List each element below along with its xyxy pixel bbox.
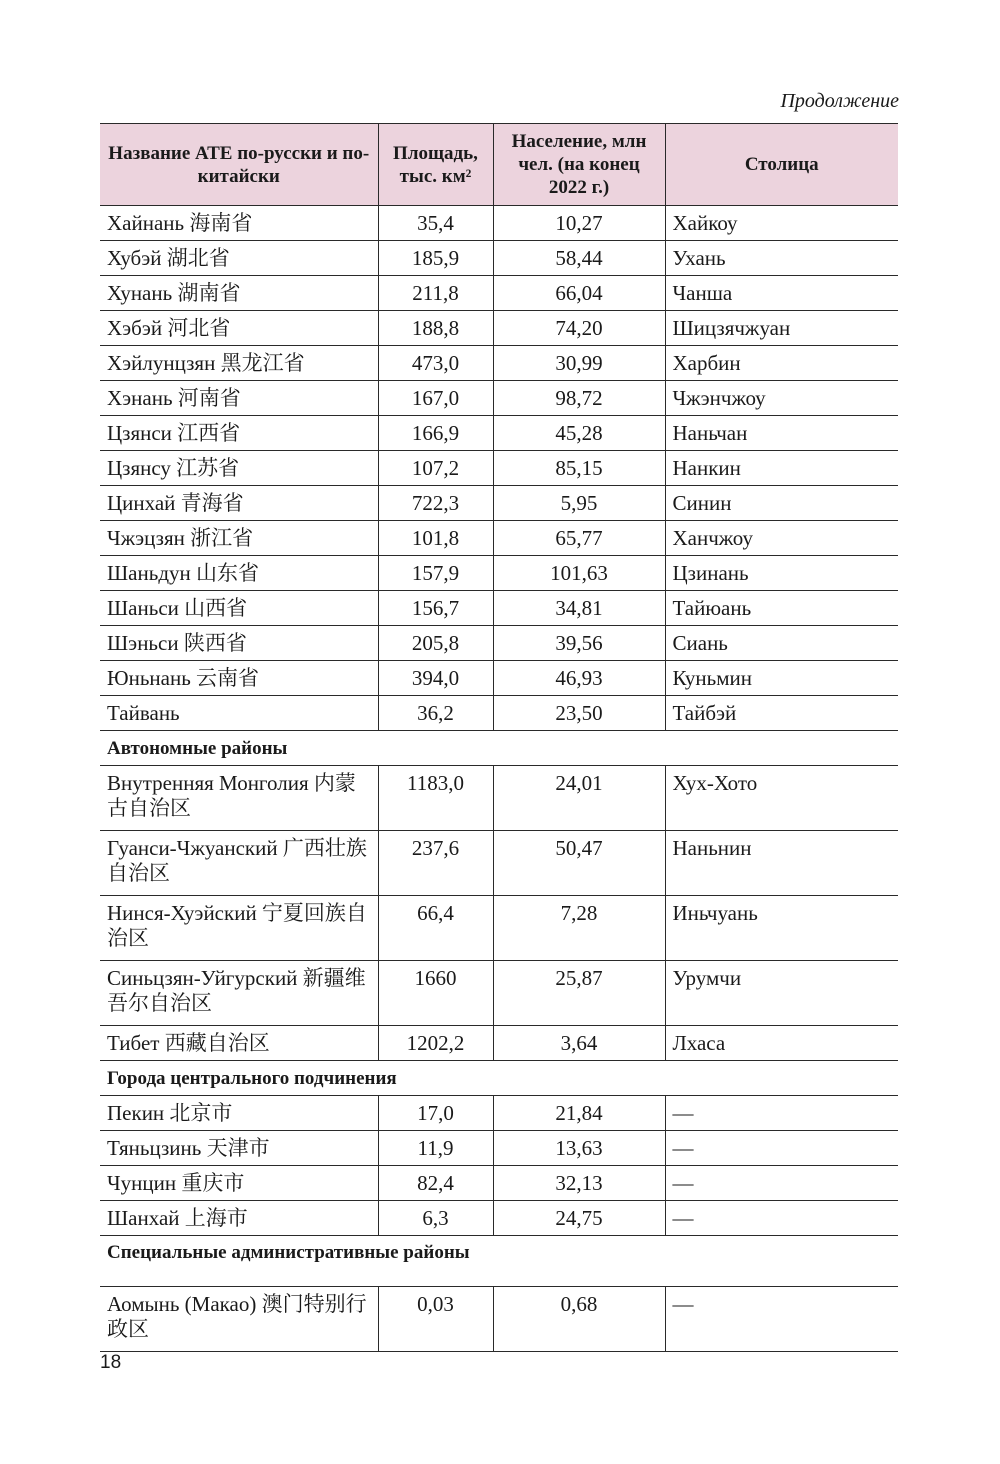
table-row	[100, 241, 898, 276]
capital-cell: Цзинань	[665, 556, 898, 591]
population-cell: 45,28	[493, 416, 665, 451]
population-cell: 24,01	[493, 766, 665, 831]
capital-cell: Ухань	[665, 241, 898, 276]
section-row	[100, 731, 898, 766]
population-cell: 34,81	[493, 591, 665, 626]
capital-cell: —	[665, 1287, 898, 1352]
area-cell: 394,0	[378, 661, 493, 696]
capital-cell: Наньнин	[665, 831, 898, 896]
area-cell: 36,2	[378, 696, 493, 731]
region-name-cell: Аомынь (Макао) 澳门特别行政区	[100, 1287, 378, 1352]
table-row	[100, 1026, 898, 1061]
section-row	[100, 1061, 898, 1096]
population-cell: 24,75	[493, 1201, 665, 1236]
capital-cell: —	[665, 1166, 898, 1201]
table-row	[100, 626, 898, 661]
capital-cell: Чжэнчжоу	[665, 381, 898, 416]
region-name-cell: Шэньси 陕西省	[100, 626, 378, 661]
table-row	[100, 416, 898, 451]
header-name: Название АТЕ по-русски и по-китайски	[100, 124, 378, 206]
area-cell: 156,7	[378, 591, 493, 626]
area-cell: 722,3	[378, 486, 493, 521]
region-name-cell: Хунань 湖南省	[100, 276, 378, 311]
area-cell: 0,03	[378, 1287, 493, 1352]
population-cell: 25,87	[493, 961, 665, 1026]
population-cell: 50,47	[493, 831, 665, 896]
region-name-cell: Чжэцзян 浙江省	[100, 521, 378, 556]
area-cell: 107,2	[378, 451, 493, 486]
table-row	[100, 556, 898, 591]
table-row	[100, 896, 898, 961]
population-cell: 13,63	[493, 1131, 665, 1166]
area-cell: 1660	[378, 961, 493, 1026]
table-row	[100, 1166, 898, 1201]
area-cell: 35,4	[378, 206, 493, 241]
capital-cell: Тайбэй	[665, 696, 898, 731]
table-row	[100, 206, 898, 241]
area-cell: 205,8	[378, 626, 493, 661]
area-cell: 211,8	[378, 276, 493, 311]
capital-cell: Сиань	[665, 626, 898, 661]
region-name-cell: Внутренняя Монголия 内蒙古自治区	[100, 766, 378, 831]
table-row	[100, 661, 898, 696]
table-row	[100, 1131, 898, 1166]
capital-cell: Наньчан	[665, 416, 898, 451]
area-cell: 185,9	[378, 241, 493, 276]
table-row	[100, 311, 898, 346]
population-cell: 98,72	[493, 381, 665, 416]
table-body	[100, 206, 898, 1352]
region-name-cell: Хэбэй 河北省	[100, 311, 378, 346]
population-cell: 32,13	[493, 1166, 665, 1201]
population-cell: 5,95	[493, 486, 665, 521]
capital-cell: Хух-Хото	[665, 766, 898, 831]
area-cell: 157,9	[378, 556, 493, 591]
table-row	[100, 276, 898, 311]
region-name-cell: Цинхай 青海省	[100, 486, 378, 521]
region-name-cell: Цзянси 江西省	[100, 416, 378, 451]
population-cell: 65,77	[493, 521, 665, 556]
population-cell: 58,44	[493, 241, 665, 276]
region-name-cell: Гуанси-Чжуанский 广西壮族自治区	[100, 831, 378, 896]
area-cell: 473,0	[378, 346, 493, 381]
population-cell: 7,28	[493, 896, 665, 961]
region-name-cell: Юньнань 云南省	[100, 661, 378, 696]
table-row	[100, 961, 898, 1026]
population-cell: 101,63	[493, 556, 665, 591]
capital-cell: Харбин	[665, 346, 898, 381]
area-cell: 6,3	[378, 1201, 493, 1236]
capital-cell: Лхаса	[665, 1026, 898, 1061]
table-row	[100, 521, 898, 556]
capital-cell: Иньчуань	[665, 896, 898, 961]
area-cell: 101,8	[378, 521, 493, 556]
capital-cell: Тайюань	[665, 591, 898, 626]
population-cell: 21,84	[493, 1096, 665, 1131]
population-cell: 23,50	[493, 696, 665, 731]
region-name-cell: Хайнань 海南省	[100, 206, 378, 241]
region-name-cell: Тяньцзинь 天津市	[100, 1131, 378, 1166]
population-cell: 0,68	[493, 1287, 665, 1352]
area-cell: 17,0	[378, 1096, 493, 1131]
capital-cell: Ханчжоу	[665, 521, 898, 556]
table-row	[100, 766, 898, 831]
page-number: 18	[100, 1352, 122, 1373]
ate-table	[100, 123, 898, 1352]
region-name-cell: Шаньдун 山东省	[100, 556, 378, 591]
capital-cell: Хайкоу	[665, 206, 898, 241]
region-name-cell: Хэнань 河南省	[100, 381, 378, 416]
population-cell: 3,64	[493, 1026, 665, 1061]
table-row	[100, 381, 898, 416]
area-cell: 1183,0	[378, 766, 493, 831]
table-row	[100, 1287, 898, 1352]
capital-cell: —	[665, 1131, 898, 1166]
capital-cell: Урумчи	[665, 961, 898, 1026]
capital-cell: Синин	[665, 486, 898, 521]
table-row	[100, 1201, 898, 1236]
area-cell: 166,9	[378, 416, 493, 451]
region-name-cell: Нинся-Хуэйский 宁夏回族自治区	[100, 896, 378, 961]
region-name-cell: Хэйлунцзян 黑龙江省	[100, 346, 378, 381]
header-area: Площадь, тыс. км²	[378, 124, 493, 206]
capital-cell: Чанша	[665, 276, 898, 311]
area-cell: 188,8	[378, 311, 493, 346]
section-row	[100, 1236, 898, 1287]
section-title: Города центрального подчинения	[100, 1061, 898, 1096]
area-cell: 167,0	[378, 381, 493, 416]
table-row	[100, 1096, 898, 1131]
continuation-label: Продолжение	[780, 90, 899, 112]
population-cell: 74,20	[493, 311, 665, 346]
table-row	[100, 696, 898, 731]
region-name-cell: Хубэй 湖北省	[100, 241, 378, 276]
table-row	[100, 486, 898, 521]
region-name-cell: Чунцин 重庆市	[100, 1166, 378, 1201]
section-title: Специальные административные районы	[100, 1236, 898, 1287]
capital-cell: Шицзячжуан	[665, 311, 898, 346]
population-cell: 30,99	[493, 346, 665, 381]
capital-cell: —	[665, 1096, 898, 1131]
capital-cell: Нанкин	[665, 451, 898, 486]
area-cell: 82,4	[378, 1166, 493, 1201]
region-name-cell: Шанхай 上海市	[100, 1201, 378, 1236]
region-name-cell: Пекин 北京市	[100, 1096, 378, 1131]
table-row	[100, 831, 898, 896]
region-name-cell: Синьцзян-Уйгурский 新疆维吾尔自治区	[100, 961, 378, 1026]
table-row	[100, 591, 898, 626]
region-name-cell: Шаньси 山西省	[100, 591, 378, 626]
header-capital: Столица	[665, 124, 898, 206]
area-cell: 1202,2	[378, 1026, 493, 1061]
region-name-cell: Тибет 西藏自治区	[100, 1026, 378, 1061]
area-cell: 66,4	[378, 896, 493, 961]
population-cell: 10,27	[493, 206, 665, 241]
table-row	[100, 451, 898, 486]
region-name-cell: Тайвань	[100, 696, 378, 731]
region-name-cell: Цзянсу 江苏省	[100, 451, 378, 486]
population-cell: 39,56	[493, 626, 665, 661]
section-title: Автономные районы	[100, 731, 898, 766]
population-cell: 46,93	[493, 661, 665, 696]
area-cell: 237,6	[378, 831, 493, 896]
population-cell: 85,15	[493, 451, 665, 486]
table-header-row	[100, 124, 898, 206]
header-population: Население, млн чел. (на конец 2022 г.)	[493, 124, 665, 206]
area-cell: 11,9	[378, 1131, 493, 1166]
population-cell: 66,04	[493, 276, 665, 311]
table-row	[100, 346, 898, 381]
capital-cell: Куньмин	[665, 661, 898, 696]
capital-cell: —	[665, 1201, 898, 1236]
